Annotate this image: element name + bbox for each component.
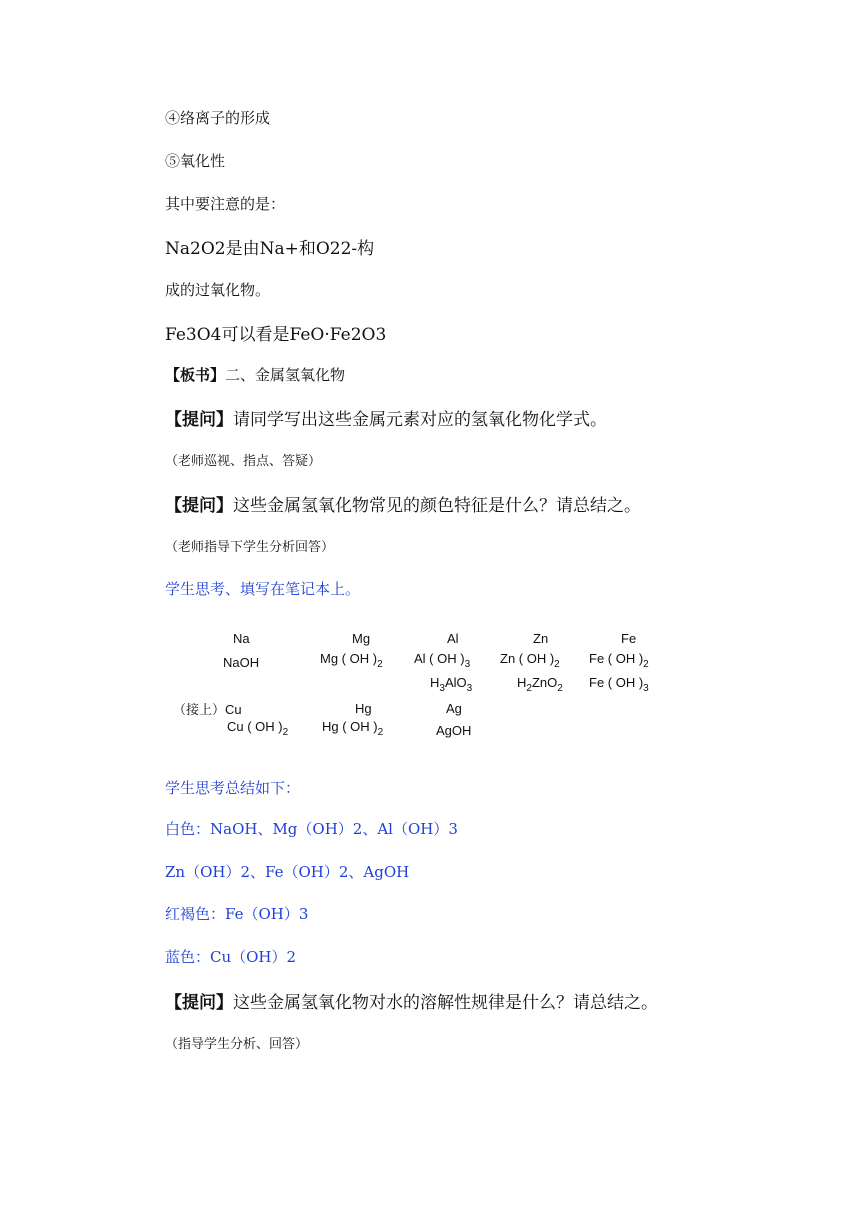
- student-task: 学生思考、填写在笔记本上。: [165, 580, 361, 598]
- formula-naoh: NaOH: [223, 655, 260, 670]
- blackboard-text: 二、金属氢氧化物: [225, 366, 346, 384]
- student-summary-heading: 学生思考总结如下：: [165, 779, 301, 797]
- blue-hydroxide: 蓝色：Cu（OH）2: [165, 948, 297, 966]
- question-3: [165, 988, 658, 1013]
- hydroxide-formula-table: [165, 628, 685, 748]
- formula-agoh: AgOH: [436, 723, 472, 738]
- white-hydroxides: 白色：NaOH、Mg（OH）2、Al（OH）3: [165, 820, 458, 838]
- element-na: Na: [233, 631, 250, 646]
- formula-aloh3: Al ( OH )$_3$: [414, 651, 471, 670]
- question-tag: 【提问】: [165, 410, 233, 430]
- element-zn: Zn: [533, 631, 549, 646]
- white-hydroxides-cont: Zn（OH）2、Fe（OH）2、AgOH: [165, 863, 410, 881]
- formula-mgoh2: Mg ( OH )$_2$: [320, 651, 383, 670]
- item-complex-ion: ④络离子的形成: [165, 109, 271, 127]
- formula-feoh2: Fe ( OH )$_2$: [589, 651, 649, 670]
- question-text: 这些金属氢氧化物对水的溶解性规律是什么？请总结之。: [233, 993, 658, 1013]
- question-2: [165, 491, 641, 516]
- continued-cu: （接上）Cu: [173, 702, 242, 717]
- item-oxidizing: ⑤氧化性: [165, 152, 226, 170]
- element-hg: Hg: [355, 701, 372, 716]
- fe3o4-note: Fe3O4可以看是FeO·Fe2O3: [165, 325, 387, 345]
- blackboard-heading: [165, 364, 345, 385]
- formula-h2zno2: $H_2ZnO_2$: [517, 675, 563, 694]
- element-fe: Fe: [621, 631, 637, 646]
- formula-cuoh2: Cu ( OH )$_2$: [227, 719, 289, 738]
- na2o2-note: Na2O2是由Na+和O22-构: [165, 239, 375, 259]
- formula-h3alo3: $H_3AlO_3$: [430, 675, 473, 694]
- blackboard-tag: 【板书】: [165, 366, 226, 384]
- peroxide-note: 成的过氧化物。: [165, 281, 271, 299]
- formula-hgoh2: Hg ( OH )$_2$: [322, 719, 384, 738]
- formula-feoh3: Fe ( OH )$_3$: [589, 675, 649, 694]
- teacher-note-2: （老师指导下学生分析回答）: [165, 540, 335, 555]
- question-text: 这些金属氢氧化物常见的颜色特征是什么？请总结之。: [233, 496, 641, 516]
- note-heading: 其中要注意的是：: [165, 195, 286, 213]
- teacher-note-3: （指导学生分析、回答）: [165, 1037, 309, 1052]
- teacher-note-1: （老师巡视、指点、答疑）: [165, 454, 322, 469]
- question-tag: 【提问】: [165, 993, 233, 1013]
- question-tag: 【提问】: [165, 496, 233, 516]
- element-mg: Mg: [352, 631, 371, 646]
- question-text: 请同学写出这些金属元素对应的氢氧化物化学式。: [233, 410, 607, 430]
- element-al: Al: [447, 631, 459, 646]
- red-brown-hydroxide: 红褐色：Fe（OH）3: [165, 905, 309, 923]
- question-1: [165, 405, 607, 430]
- formula-znoh2: Zn ( OH )$_2$: [500, 651, 560, 670]
- element-ag: Ag: [446, 701, 462, 716]
